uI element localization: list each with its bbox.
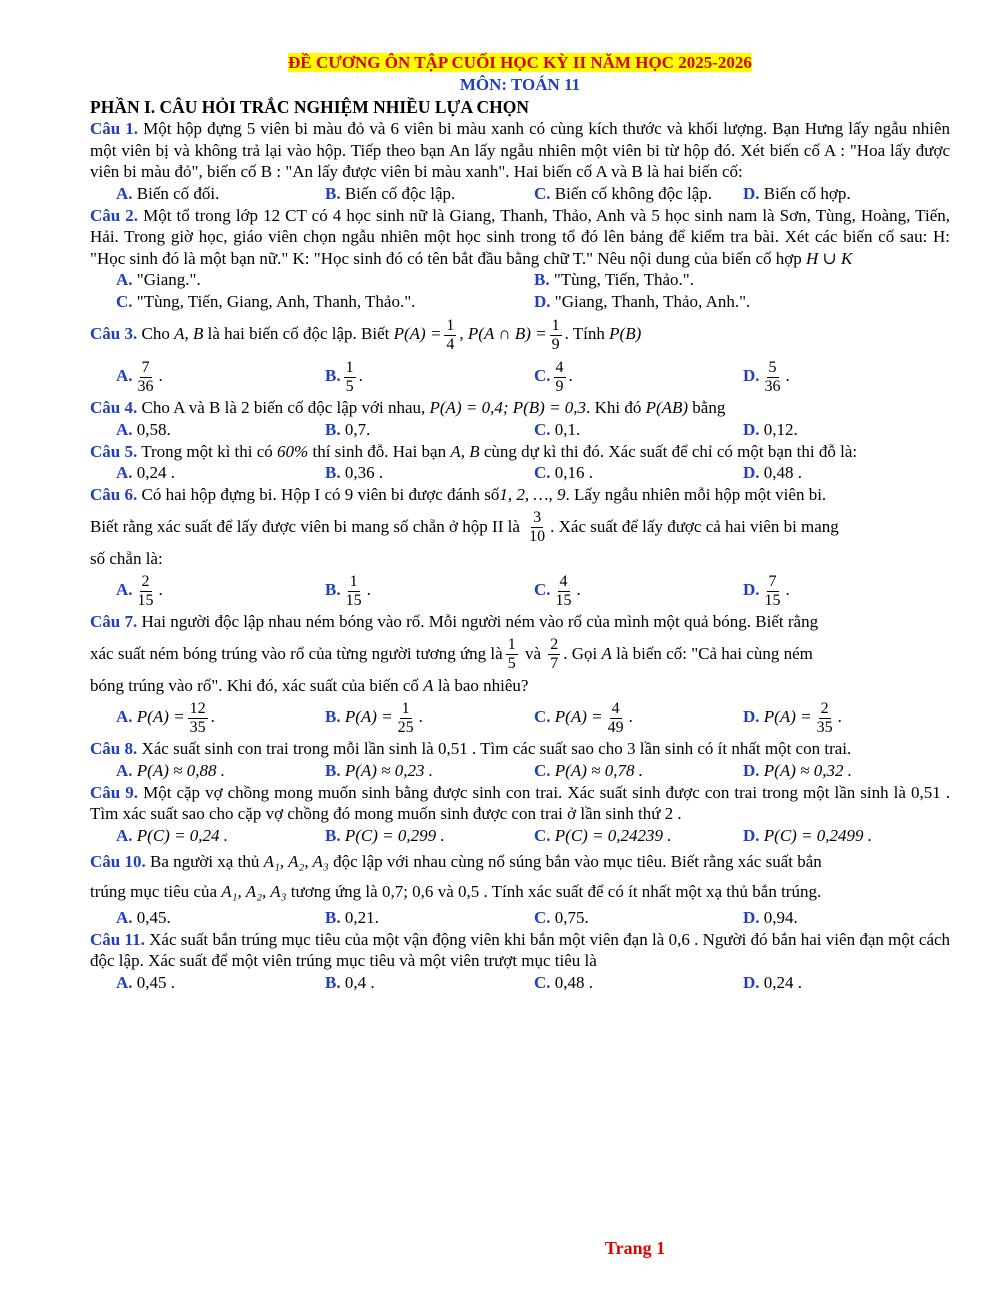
- question-text: Một hộp đựng 5 viên bi màu đỏ và 6 viên bi màu xanh có cùng kích thước và khối lượng. Bạn Hưng lấy ngẫu nhiên một viên bị và không trả lại vào hộp. Tiếp theo bạn An lấy ngẫu nhiên một viên bi từ hộp đó. Xét biến cố A : "Hoa lấy được viên bi màu đỏ", biến cố B : "An lấy được viên bi màu xanh". Hai biến cố A và B là hai biến cố:: [90, 119, 950, 181]
- question-number: Câu 5.: [90, 441, 138, 461]
- option-b[interactable]: B. "Tùng, Tiến, Thảo.".: [534, 270, 694, 289]
- option-c[interactable]: C. 0,75.: [534, 907, 589, 927]
- question-4: Câu 4. Cho A và B là 2 biến cố độc lập với nhau, P(A) = 0,4; P(B) = 0,3. Khi đó P(AB) bằng: [90, 398, 726, 417]
- page-number: Trang 1: [604, 1238, 666, 1258]
- option-b[interactable]: B. $\frac{1}{15}$ .: [325, 572, 371, 609]
- fraction: $\frac{1}{5}$: [507, 636, 516, 673]
- question-number: Câu 11.: [90, 929, 145, 949]
- question-number: Câu 1.: [90, 119, 139, 138]
- question-9-options: [90, 825, 950, 847]
- option-b[interactable]: B. P(A) = $\frac{1}{25}$ .: [325, 699, 423, 736]
- question-11-options: [90, 972, 950, 994]
- option-a[interactable]: A. P(A) ≈ 0,88 .: [116, 760, 225, 780]
- question-7: Câu 7. Hai người độc lập nhau ném bóng vào rổ. Mỗi người ném vào rổ của mình một quả bóng. Biết rằng: [90, 612, 819, 631]
- option-d[interactable]: D. 0,12.: [743, 419, 798, 439]
- option-c[interactable]: C. P(C) = 0,24239 .: [534, 825, 672, 845]
- question-4-options: [90, 419, 950, 441]
- option-a[interactable]: A. 0,58.: [116, 419, 171, 439]
- math-expression: H ∪ K: [806, 248, 853, 268]
- option-c[interactable]: C. "Tùng, Tiến, Giang, Anh, Thanh, Thảo.".: [116, 292, 416, 311]
- option-c[interactable]: C. 0,48 .: [534, 972, 594, 992]
- option-a[interactable]: A. 0,45.: [116, 907, 171, 927]
- question-10-options: [90, 907, 950, 929]
- option-d[interactable]: D. 0,48 .: [743, 463, 803, 482]
- question-6-line2: Biết rằng xác suất để lấy được viên bi mang số chẵn ở hộp II là $\frac{3}{10}$ . Xác suất để lấy được cả hai viên bi mang: [90, 509, 839, 546]
- question-8-options: [90, 760, 950, 782]
- option-c[interactable]: C. $\frac{4}{15}$ .: [534, 572, 581, 609]
- option-a[interactable]: A. "Giang.".: [116, 270, 201, 289]
- fraction: $\frac{1}{9}$: [551, 316, 560, 353]
- option-b[interactable]: B. Biến cố độc lập.: [325, 183, 456, 203]
- fraction: $\frac{2}{7}$: [550, 636, 559, 673]
- option-b[interactable]: B. 0,36 .: [325, 463, 384, 482]
- question-6: Câu 6. Có hai hộp đựng bi. Hộp I có 9 viên bi được đánh số1, 2, …, 9. Lấy ngẫu nhiên mỗi hộp một viên bi.: [90, 485, 827, 504]
- question-2-options-row2: [90, 291, 950, 313]
- question-number: Câu 6.: [90, 485, 138, 504]
- question-number: Câu 10.: [90, 851, 146, 871]
- question-number: Câu 9.: [90, 782, 139, 802]
- question-7-line2: xác suất ném bóng trúng vào rổ của từng người tương ứng là $\frac{1}{5}$ và $\frac{2}{7}$ . Gọi A là biến cố: "Cả hai cùng ném: [90, 636, 813, 673]
- question-1-options: [90, 183, 950, 205]
- option-d[interactable]: D. "Giang, Thanh, Thảo, Anh.".: [534, 292, 751, 311]
- option-d[interactable]: D. P(C) = 0,2499 .: [743, 825, 873, 845]
- document-title: ĐỀ CƯƠNG ÔN TẬP CUỐI HỌC KỲ II NĂM HỌC 2025-2026: [288, 53, 752, 72]
- option-a[interactable]: A. P(A) = $\frac{12}{35}$ .: [116, 699, 215, 736]
- question-1: [90, 118, 950, 183]
- question-2: [90, 205, 950, 270]
- option-d[interactable]: D. P(A) ≈ 0,32 .: [743, 760, 852, 780]
- option-b[interactable]: B. P(A) ≈ 0,23 .: [325, 760, 434, 780]
- option-c[interactable]: C. 0,16 .: [534, 463, 594, 482]
- option-c[interactable]: C. P(A) ≈ 0,78 .: [534, 760, 643, 780]
- part-heading: PHẦN I. CÂU HỎI TRẮC NGHIỆM NHIỀU LỰA CHỌN: [90, 97, 529, 117]
- option-d[interactable]: D. P(A) = $\frac{2}{35}$ .: [743, 699, 842, 736]
- option-a[interactable]: A. $\frac{7}{36}$ .: [116, 358, 163, 395]
- question-2-options-row1: [90, 269, 950, 291]
- question-11: Câu 11. Xác suất bắn trúng mục tiêu của một vận động viên khi bắn một viên đạn là 0,6 . Người đó bắn hai viên đạn một cách độc lập. Xác suất để một viên trúng mục tiêu và một viên trượt mục tiêu là: [90, 929, 951, 970]
- page-content: [90, 52, 950, 994]
- option-b[interactable]: B. P(C) = 0,299 .: [325, 825, 445, 845]
- question-5: Câu 5. Trong một kì thi có 60% thí sinh đỗ. Hai bạn A, B cùng dự kì thi đó. Xác suất để chỉ có một bạn thi đỗ là:: [90, 441, 858, 461]
- question-number: Câu 7.: [90, 612, 138, 631]
- option-d[interactable]: D. $\frac{5}{36}$ .: [743, 358, 790, 395]
- question-9: Câu 9. Một cặp vợ chồng mong muốn sinh bằng được sinh con trai. Xác suất sinh được con trai trong một lần sinh là 0,51 . Tìm xác suất sao cho cặp vợ chồng đó mong muốn sinh được con trai ở lần sinh thứ 2 .: [90, 782, 951, 823]
- option-b[interactable]: B. 0,21.: [325, 907, 379, 927]
- question-number: Câu 4.: [90, 398, 138, 417]
- option-d[interactable]: D. Biến cố hợp.: [743, 183, 851, 203]
- question-7-line3: bóng trúng vào rổ". Khi đó, xác suất của biến cố A là bao nhiêu?: [90, 675, 529, 695]
- fraction: $\frac{1}{4}$: [446, 316, 455, 353]
- question-8: Câu 8. Xác suất sinh con trai trong mỗi lần sinh là 0,51 . Tìm các suất sao cho 3 lần sinh có ít nhất một con trai.: [90, 739, 852, 758]
- question-10: Câu 10. Ba người xạ thủ A₁, A₂, A₃ độc lập với nhau cùng nổ súng bắn vào mục tiêu. Biết rằng xác suất bắn: [90, 851, 822, 871]
- question-5-options: [90, 462, 950, 484]
- option-a[interactable]: A. 0,24 .: [116, 463, 176, 482]
- question-number: Câu 2.: [90, 205, 139, 225]
- question-7-options: [90, 696, 950, 738]
- question-3-options: [90, 355, 950, 397]
- option-a[interactable]: A. 0,45 .: [116, 972, 176, 992]
- question-number: Câu 3.: [90, 324, 138, 343]
- option-c[interactable]: C. $\frac{4}{9}$ .: [534, 358, 573, 395]
- question-3: Câu 3. Cho A, B là hai biến cố độc lập. Biết P(A) = $\frac{1}{4}$ , P(A ∩ B) = $\frac{1}{9}$ . Tính P(B): [90, 316, 642, 353]
- option-d[interactable]: D. 0,94.: [743, 907, 798, 927]
- option-d[interactable]: D. $\frac{7}{15}$ .: [743, 572, 790, 609]
- question-10-line2: trúng mục tiêu của A₁, A₂, A₃ tương ứng là 0,7; 0,6 và 0,5 . Tính xác suất để có ít nhất một xạ thủ bắn trúng.: [90, 881, 822, 901]
- option-b[interactable]: B. 0,7.: [325, 419, 371, 439]
- option-d[interactable]: D. 0,24 .: [743, 972, 803, 992]
- option-a[interactable]: A. Biến cố đối.: [116, 183, 220, 203]
- option-a[interactable]: A. $\frac{2}{15}$ .: [116, 572, 163, 609]
- option-c[interactable]: C. P(A) = $\frac{4}{49}$ .: [534, 699, 633, 736]
- subject-title: MÔN: TOÁN 11: [459, 75, 581, 94]
- option-a[interactable]: A. P(C) = 0,24 .: [116, 825, 229, 845]
- option-c[interactable]: C. 0,1.: [534, 419, 581, 439]
- question-text: Một tổ trong lớp 12 CT có 4 học sinh nữ là Giang, Thanh, Thảo, Anh và 5 học sinh nam là Sơn, Tùng, Hoàng, Tiến, Hải. Trong giờ học, giáo viên chọn ngẫu nhiên một học sinh trong tổ đó lên bảng để kiểm tra bài. Xét các biến cố sau: H: "Học sinh đó là một bạn nữ." K: "Học sinh đó có tên bắt đầu bằng chữ T." Nêu nội dung của biến cố hợp: [90, 205, 950, 268]
- question-6-options: [90, 569, 950, 611]
- option-b[interactable]: B. $\frac{1}{5}$ .: [325, 358, 363, 395]
- question-6-line3: số chẵn là:: [90, 548, 163, 568]
- fraction: $\frac{3}{10}$: [529, 509, 546, 546]
- option-c[interactable]: C. Biến cố không độc lập.: [534, 183, 712, 203]
- question-number: Câu 8.: [90, 739, 138, 758]
- option-b[interactable]: B. 0,4 .: [325, 972, 375, 992]
